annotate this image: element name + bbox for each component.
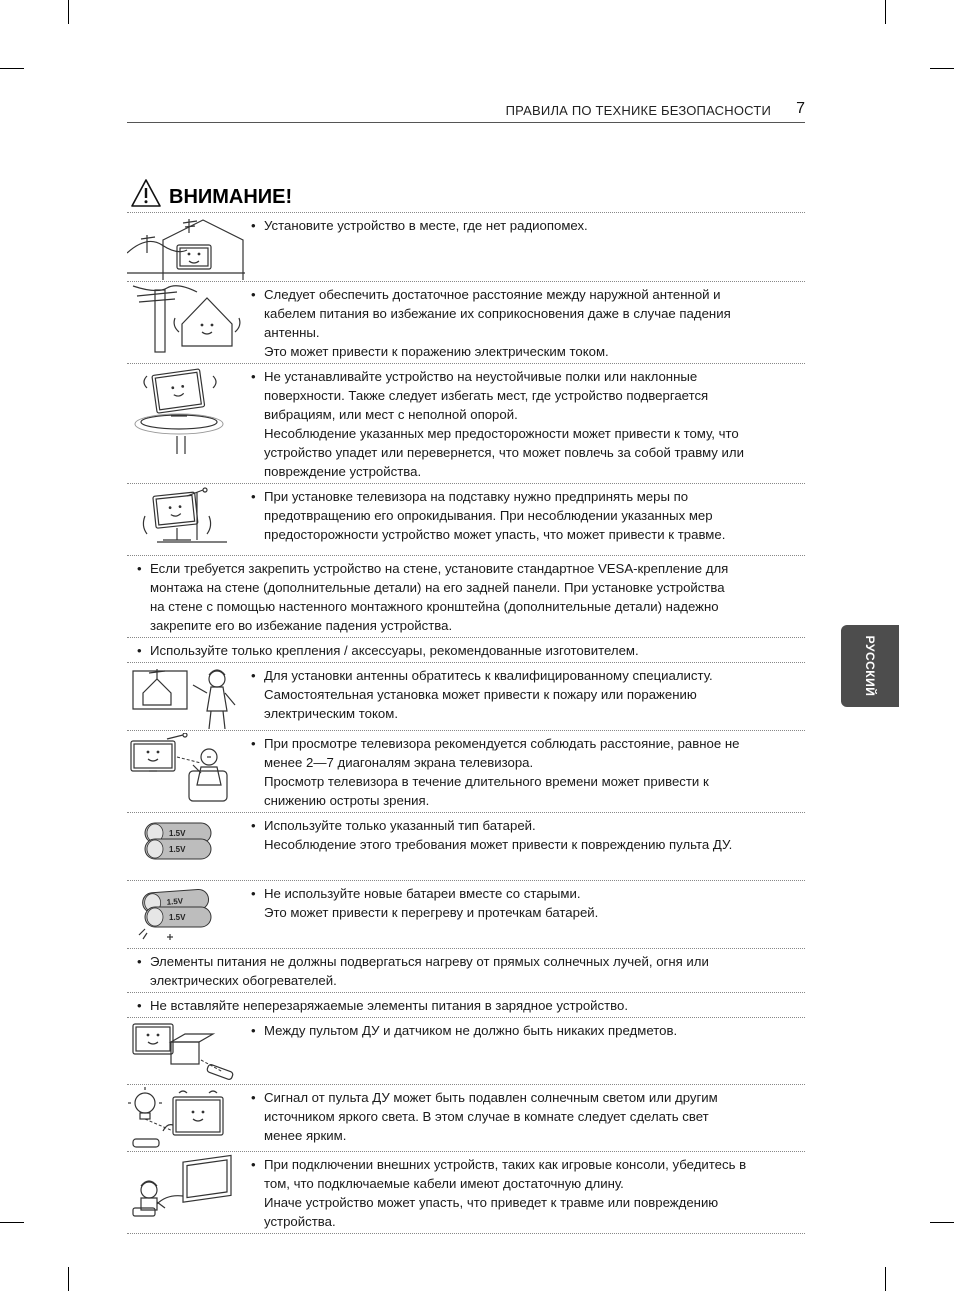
text-line: При просмотре телевизора рекомендуется соблюдать расстояние, равное не xyxy=(264,736,740,751)
text-line: Иначе устройство может упасть, что приведет к травме или повреждению xyxy=(264,1195,719,1210)
bullet-dot: • xyxy=(251,287,256,302)
text-line: устройства. xyxy=(264,1214,336,1229)
bullet-item xyxy=(251,1155,795,1231)
caution-text xyxy=(137,559,795,635)
text-line: устройство упадет или перевернется, что может повлечь за собой травму или xyxy=(264,445,744,460)
warning-triangle-icon xyxy=(130,178,162,208)
caution-text xyxy=(251,487,795,544)
bullet-lines xyxy=(150,952,795,990)
caution-text xyxy=(137,641,795,660)
bullet-item xyxy=(137,559,795,635)
text-line: Следует обеспечить достаточное расстояние между наружной антенной и xyxy=(264,287,721,302)
caution-illustration xyxy=(127,1154,245,1232)
text-line: Если требуется закрепить устройство на стене, установите стандартное VESA-крепление для xyxy=(150,561,729,576)
bullet-lines xyxy=(264,666,795,723)
text-line: том, что подключаемые кабели имеют достаточную длину. xyxy=(264,1176,624,1191)
caution-item xyxy=(127,484,805,556)
text-line: Сигнал от пульта ДУ может быть подавлен солнечным светом или другим xyxy=(264,1090,718,1105)
bullet-item xyxy=(251,666,795,723)
unstable-shelf-illustration-icon xyxy=(127,366,245,458)
bullet-dot: • xyxy=(251,369,256,384)
crop-mark xyxy=(0,1222,24,1223)
caution-text xyxy=(251,216,795,235)
caution-illustration xyxy=(127,486,245,554)
bullet-dot: • xyxy=(251,489,256,504)
caution-item xyxy=(127,881,805,949)
text-line: Не используйте новые батареи вместе со старыми. xyxy=(264,886,581,901)
caution-item xyxy=(127,1152,805,1234)
svg-text:1.5V: 1.5V xyxy=(169,845,186,854)
bullet-lines xyxy=(264,1088,795,1145)
text-line: электрическим током. xyxy=(264,706,398,721)
caution-illustration xyxy=(127,284,245,362)
svg-text:1.5V: 1.5V xyxy=(169,829,186,838)
caution-illustration xyxy=(127,1087,245,1150)
text-line: Элементы питания не должны подвергаться нагреву от прямых солнечных лучей, огня или xyxy=(150,954,709,969)
page-title: ВНИМАНИЕ! xyxy=(169,186,293,208)
crop-mark xyxy=(885,1267,886,1291)
crop-mark xyxy=(68,1267,69,1291)
bullet-dot: • xyxy=(137,643,142,658)
caution-text xyxy=(251,816,795,854)
bullet-lines xyxy=(264,884,795,922)
text-line: Используйте только указанный тип батарей. xyxy=(264,818,536,833)
text-line: При подключении внешних устройств, таких как игровые консоли, убедитесь в xyxy=(264,1157,747,1172)
text-line: закрепите его во избежание падения устройства. xyxy=(150,618,453,633)
text-line: поверхности. Также следует избегать мест, где устройство подвергается xyxy=(264,388,709,403)
batteries-illustration-icon xyxy=(127,815,245,879)
text-line: монтажа на стене (дополнительные детали) на его задней панели. При установке устройства xyxy=(150,580,725,595)
text-line: Несоблюдение этого требования может привести к повреждению пульта ДУ. xyxy=(264,837,733,852)
bullet-lines xyxy=(150,641,795,660)
bullet-dot: • xyxy=(251,1023,256,1038)
bullet-dot: • xyxy=(137,954,142,969)
caution-item xyxy=(127,213,805,282)
bullet-dot: • xyxy=(251,1157,256,1172)
text-line: предосторожности устройство может упасть, что может привести к травме. xyxy=(264,527,726,542)
page-number: 7 xyxy=(796,100,805,117)
text-line: Установите устройство в месте, где нет радиопомех. xyxy=(264,218,588,233)
text-line: Это может привести к поражению электрическим током. xyxy=(264,344,609,359)
text-line: Не устанавливайте устройство на неустойчивые полки или наклонные xyxy=(264,369,698,384)
bullet-item xyxy=(137,952,795,990)
caution-item xyxy=(127,556,805,638)
text-line: на стене с помощью настенного монтажного кронштейна (дополнительные детали) надежно xyxy=(150,599,719,614)
antenna-specialist-illustration-icon xyxy=(127,665,245,729)
bullet-item xyxy=(251,487,795,544)
section-title: ПРАВИЛА ПО ТЕХНИКЕ БЕЗОПАСНОСТИ xyxy=(505,103,771,118)
caution-list xyxy=(127,213,805,1234)
caution-item xyxy=(127,282,805,364)
text-line: Используйте только крепления / аксессуары, рекомендованные изготовителем. xyxy=(150,643,639,658)
caution-item xyxy=(127,364,805,484)
bullet-lines xyxy=(264,367,795,481)
caution-text xyxy=(251,285,795,361)
bullet-item xyxy=(251,216,795,235)
text-line: менее 2—7 диагоналям экрана телевизора. xyxy=(264,755,534,770)
caution-item xyxy=(127,731,805,813)
caution-illustration xyxy=(127,665,245,729)
bullet-dot: • xyxy=(251,1090,256,1105)
bullet-lines xyxy=(264,1021,795,1040)
caution-text xyxy=(251,1021,795,1040)
caution-text xyxy=(251,734,795,810)
caution-text xyxy=(251,1088,795,1145)
caution-illustration xyxy=(127,815,245,879)
language-tab[interactable] xyxy=(841,625,899,707)
caution-item xyxy=(127,949,805,993)
crop-mark xyxy=(885,0,886,24)
caution-item xyxy=(127,993,805,1018)
bullet-dot: • xyxy=(251,818,256,833)
remote-obstacle-illustration-icon xyxy=(127,1020,245,1083)
crop-mark xyxy=(0,68,24,69)
bullet-item xyxy=(251,367,795,481)
svg-text:1.5V: 1.5V xyxy=(169,913,186,922)
text-line: Для установки антенны обратитесь к квалифицированному специалисту. xyxy=(264,668,713,683)
caution-item xyxy=(127,663,805,731)
bullet-lines xyxy=(264,816,795,854)
bullet-dot: • xyxy=(251,886,256,901)
bullet-item xyxy=(251,285,795,361)
bullet-item xyxy=(251,884,795,922)
text-line: предотвращению его опрокидывания. При несоблюдении указанных мер xyxy=(264,508,713,523)
bullet-dot: • xyxy=(137,998,142,1013)
text-line: Несоблюдение указанных мер предосторожности может привести к тому, что xyxy=(264,426,739,441)
bullet-dot: • xyxy=(251,668,256,683)
text-line: менее ярким. xyxy=(264,1128,347,1143)
bullet-lines xyxy=(150,996,795,1015)
text-line: Это может привести к перегреву и протечкам батарей. xyxy=(264,905,599,920)
house-antenna-illustration-icon xyxy=(127,215,245,280)
text-line: Просмотр телевизора в течение длительного времени может привести к xyxy=(264,774,709,789)
caution-item xyxy=(127,813,805,881)
bullet-item xyxy=(251,816,795,854)
text-line: вибрациям, или мест с неполной опорой. xyxy=(264,407,518,422)
bullet-item xyxy=(251,734,795,810)
bullet-dot: • xyxy=(251,218,256,233)
caution-text xyxy=(251,1155,795,1231)
crop-mark xyxy=(930,1222,954,1223)
text-line: антенны. xyxy=(264,325,320,340)
caution-text xyxy=(137,952,795,990)
caution-illustration xyxy=(127,366,245,458)
bullet-lines xyxy=(264,285,795,361)
bullet-item xyxy=(251,1088,795,1145)
language-tab-label: РУССКИЙ xyxy=(863,635,877,697)
caution-illustration xyxy=(127,215,245,280)
bullet-lines xyxy=(264,734,795,810)
text-line: Между пультом ДУ и датчиком не должно быть никаких предметов. xyxy=(264,1023,678,1038)
viewing-distance-illustration-icon xyxy=(127,733,245,811)
outdoor-antenna-illustration-icon xyxy=(127,284,245,362)
crop-mark xyxy=(68,0,69,24)
caution-illustration xyxy=(127,733,245,811)
bullet-dot: • xyxy=(251,736,256,751)
caution-illustration xyxy=(127,1020,245,1083)
caution-heading xyxy=(127,180,805,213)
stand-tip-illustration-icon xyxy=(127,486,245,554)
page-header xyxy=(127,100,805,123)
text-line: источником яркого света. В этом случае в комнате следует сделать свет xyxy=(264,1109,709,1124)
text-line: Самостоятельная установка может привести к пожару или поражению xyxy=(264,687,697,702)
bullet-lines xyxy=(150,559,795,635)
bullet-lines xyxy=(264,1155,795,1231)
text-line: электрических обогревателей. xyxy=(150,973,337,988)
bullet-item xyxy=(137,641,795,660)
text-line: повреждение устройства. xyxy=(264,464,422,479)
text-line: снижению остроты зрения. xyxy=(264,793,430,808)
text-line: кабелем питания во избежание их соприкосновения даже в случае падения xyxy=(264,306,731,321)
caution-text xyxy=(251,367,795,481)
caution-item xyxy=(127,1018,805,1085)
bright-light-illustration-icon xyxy=(127,1087,245,1150)
crop-mark xyxy=(930,68,954,69)
caution-text xyxy=(251,666,795,723)
caution-text xyxy=(251,884,795,922)
caution-illustration xyxy=(127,883,245,947)
text-line: При установке телевизора на подставку нужно предпринять меры по xyxy=(264,489,689,504)
svg-text:1.5V: 1.5V xyxy=(166,896,184,907)
bullet-item xyxy=(137,996,795,1015)
bullet-lines xyxy=(264,216,795,235)
caution-item xyxy=(127,1085,805,1152)
cable-length-illustration-icon xyxy=(127,1154,245,1232)
caution-text xyxy=(137,996,795,1015)
batteries-old-new-illustration-icon xyxy=(127,883,245,947)
bullet-item xyxy=(251,1021,795,1040)
bullet-lines xyxy=(264,487,795,544)
caution-item xyxy=(127,638,805,663)
text-line: Не вставляйте неперезаряжаемые элементы питания в зарядное устройство. xyxy=(150,998,629,1013)
bullet-dot: • xyxy=(137,561,142,576)
